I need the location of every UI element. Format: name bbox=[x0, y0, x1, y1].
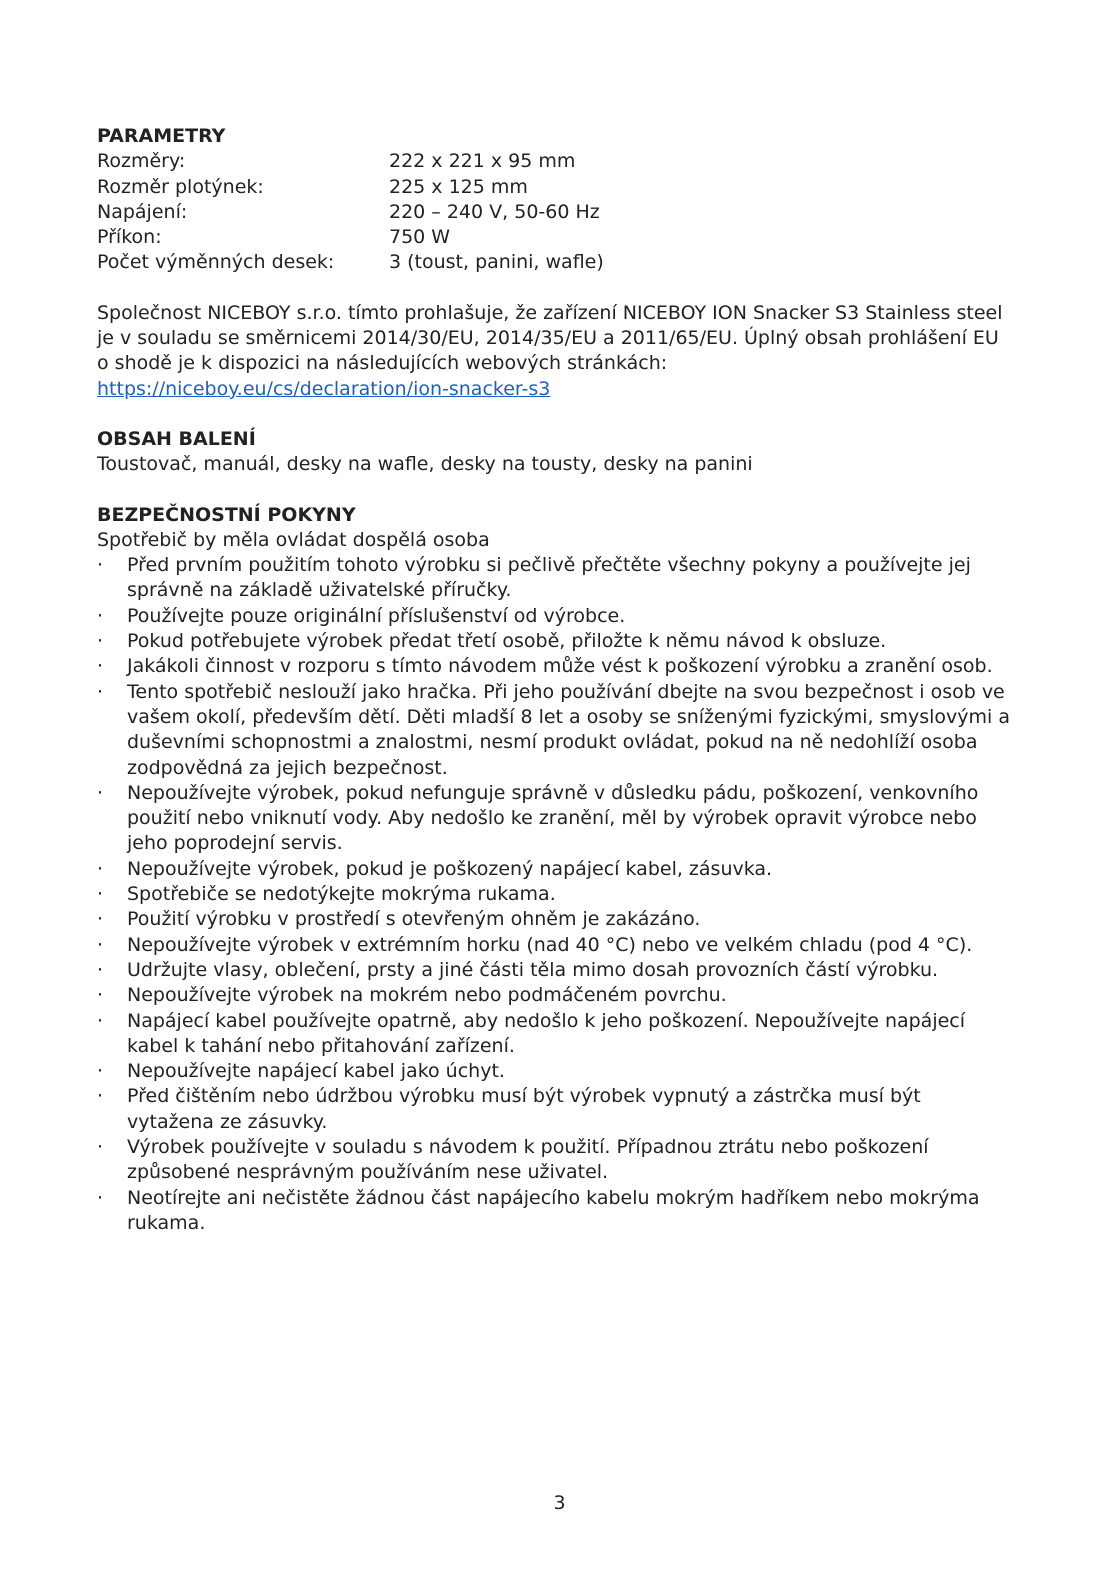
bullet-icon: · bbox=[97, 781, 104, 804]
list-item-text: Neotírejte ani nečistěte žádnou část napájecího kabelu mokrým hadříkem nebo mokrýma rukama. bbox=[127, 1186, 980, 1234]
parameter-label: Počet výměnných desek: bbox=[97, 251, 335, 274]
bullet-icon: · bbox=[97, 680, 104, 703]
bullet-icon: · bbox=[97, 1060, 104, 1083]
list-item bbox=[97, 907, 1012, 932]
list-item-text: Jakákoli činnost v rozporu s tímto návodem může vést k poškození výrobku a zranění osob. bbox=[127, 655, 993, 678]
safety-intro: Spotřebič by měla ovládat dospělá osoba bbox=[97, 528, 490, 551]
parameter-value: 750 W bbox=[389, 226, 451, 249]
list-item-text: Nepoužívejte výrobek, pokud je poškozený napájecí kabel, zásuvka. bbox=[127, 857, 773, 880]
parameter-row bbox=[97, 225, 1012, 250]
list-item-text: Napájecí kabel používejte opatrně, aby nedošlo k jeho poškození. Nepoužívejte napájecí kabel k tahání nebo přitahování zařízení. bbox=[127, 1009, 966, 1057]
list-item bbox=[97, 629, 1012, 654]
list-item bbox=[97, 680, 1012, 781]
bullet-icon: · bbox=[97, 857, 104, 880]
spacer bbox=[97, 402, 1012, 427]
list-item-text: Pokud potřebujete výrobek předat třetí osobě, přiložte k němu návod k obsluze. bbox=[127, 630, 887, 653]
bullet-icon: · bbox=[97, 1135, 104, 1158]
list-item bbox=[97, 1135, 1012, 1186]
parameter-value: 220 – 240 V, 50-60 Hz bbox=[389, 200, 600, 223]
parameter-row bbox=[97, 175, 1012, 200]
list-item-text: Používejte pouze originální příslušenství od výrobce. bbox=[127, 604, 626, 627]
list-item-text: Nepoužívejte napájecí kabel jako úchyt. bbox=[127, 1060, 505, 1083]
bullet-icon: · bbox=[97, 1009, 104, 1032]
bullet-icon: · bbox=[97, 655, 104, 678]
list-item bbox=[97, 781, 1012, 857]
list-item bbox=[97, 857, 1012, 882]
list-item bbox=[97, 1059, 1012, 1084]
list-item-text: Nepoužívejte výrobek na mokrém nebo podmáčeném povrchu. bbox=[127, 984, 727, 1007]
list-item-text: Tento spotřebič neslouží jako hračka. Při jeho používání dbejte na svou bezpečnost i osob ve vašem okolí, především dětí. Děti mladší 8 let a osoby se sníženými fyzickými, smyslovými a duševními schopnostmi a znalostmi, nesmí produkt ovládat, pokud na ně nedohlíží osoba zodpovědná za jejich bezpečnost. bbox=[127, 680, 1010, 779]
declaration-link[interactable]: https://niceboy.eu/cs/declaration/ion-snacker-s3 bbox=[97, 377, 551, 400]
bullet-icon: · bbox=[97, 554, 104, 577]
bullet-icon: · bbox=[97, 604, 104, 627]
list-item bbox=[97, 1009, 1012, 1060]
list-item bbox=[97, 553, 1012, 604]
safety-list bbox=[97, 553, 1012, 1236]
list-item bbox=[97, 1084, 1012, 1135]
bullet-icon: · bbox=[97, 933, 104, 956]
parameters-heading: PARAMETRY bbox=[97, 125, 226, 147]
parameter-value: 225 x 125 mm bbox=[389, 175, 528, 198]
parameter-row bbox=[97, 149, 1012, 174]
list-item bbox=[97, 958, 1012, 983]
bullet-icon: · bbox=[97, 1186, 104, 1209]
list-item-text: Výrobek používejte v souladu s návodem k použití. Případnou ztrátu nebo poškození způsobené nesprávným používáním nese uživatel. bbox=[127, 1135, 929, 1184]
document-page bbox=[97, 124, 1012, 1236]
bullet-icon: · bbox=[97, 630, 104, 653]
package-contents-heading: OBSAH BALENÍ bbox=[97, 427, 256, 450]
package-contents-text: Toustovač, manuál, desky na wafle, desky na tousty, desky na panini bbox=[97, 453, 753, 476]
list-item bbox=[97, 983, 1012, 1008]
bullet-icon: · bbox=[97, 984, 104, 1007]
parameters-table bbox=[97, 149, 1012, 275]
list-item bbox=[97, 882, 1012, 907]
list-item-text: Nepoužívejte výrobek, pokud nefunguje správně v důsledku pádu, poškození, venkovního použití nebo vniknutí vody. Aby nedošlo ke zranění, měl by výrobek opravit výrobce nebo jeho poprodejní servis. bbox=[127, 781, 979, 855]
list-item bbox=[97, 933, 1012, 958]
list-item-text: Před prvním použitím tohoto výrobku si pečlivě přečtěte všechny pokyny a používejte jej správně na základě uživatelské příručky. bbox=[127, 554, 971, 602]
parameter-row bbox=[97, 250, 1012, 275]
list-item bbox=[97, 1186, 1012, 1237]
list-item-text: Udržujte vlasy, oblečení, prsty a jiné části těla mimo dosah provozních částí výrobku. bbox=[127, 958, 939, 981]
page-number: 3 bbox=[553, 1492, 566, 1514]
parameter-row bbox=[97, 200, 1012, 225]
parameter-label: Rozměry: bbox=[97, 150, 186, 173]
bullet-icon: · bbox=[97, 1085, 104, 1108]
declaration-paragraph bbox=[97, 301, 1012, 402]
list-item-text: Před čištěním nebo údržbou výrobku musí být výrobek vypnutý a zástrčka musí být vytažena ze zásuvky. bbox=[127, 1085, 921, 1133]
list-item-text: Nepoužívejte výrobek v extrémním horku (nad 40 °C) nebo ve velkém chladu (pod 4 °C). bbox=[127, 933, 973, 956]
parameter-value: 222 x 221 x 95 mm bbox=[389, 150, 576, 173]
list-item-text: Spotřebiče se nedotýkejte mokrýma rukama. bbox=[127, 883, 556, 906]
declaration-text: Společnost NICEBOY s.r.o. tímto prohlašuje, že zařízení NICEBOY ION Snacker S3 Stainless steel je v souladu se směrnicemi 2014/30/EU, 2014/35/EU a 2011/65/EU. Úplný obsah prohlášení EU o shodě je k dispozici na následujících webových stránkách: bbox=[97, 301, 1003, 375]
parameter-label: Příkon: bbox=[97, 226, 162, 249]
safety-heading: BEZPEČNOSTNÍ POKYNY bbox=[97, 503, 356, 526]
list-item bbox=[97, 654, 1012, 679]
parameter-value: 3 (toust, panini, wafle) bbox=[389, 251, 604, 274]
bullet-icon: · bbox=[97, 958, 104, 981]
bullet-icon: · bbox=[97, 908, 104, 931]
list-item-text: Použití výrobku v prostředí s otevřeným ohněm je zakázáno. bbox=[127, 908, 701, 931]
parameter-label: Napájení: bbox=[97, 200, 188, 223]
parameter-label: Rozměr plotýnek: bbox=[97, 175, 264, 198]
spacer bbox=[97, 478, 1012, 503]
bullet-icon: · bbox=[97, 883, 104, 906]
spacer bbox=[97, 276, 1012, 301]
list-item bbox=[97, 604, 1012, 629]
